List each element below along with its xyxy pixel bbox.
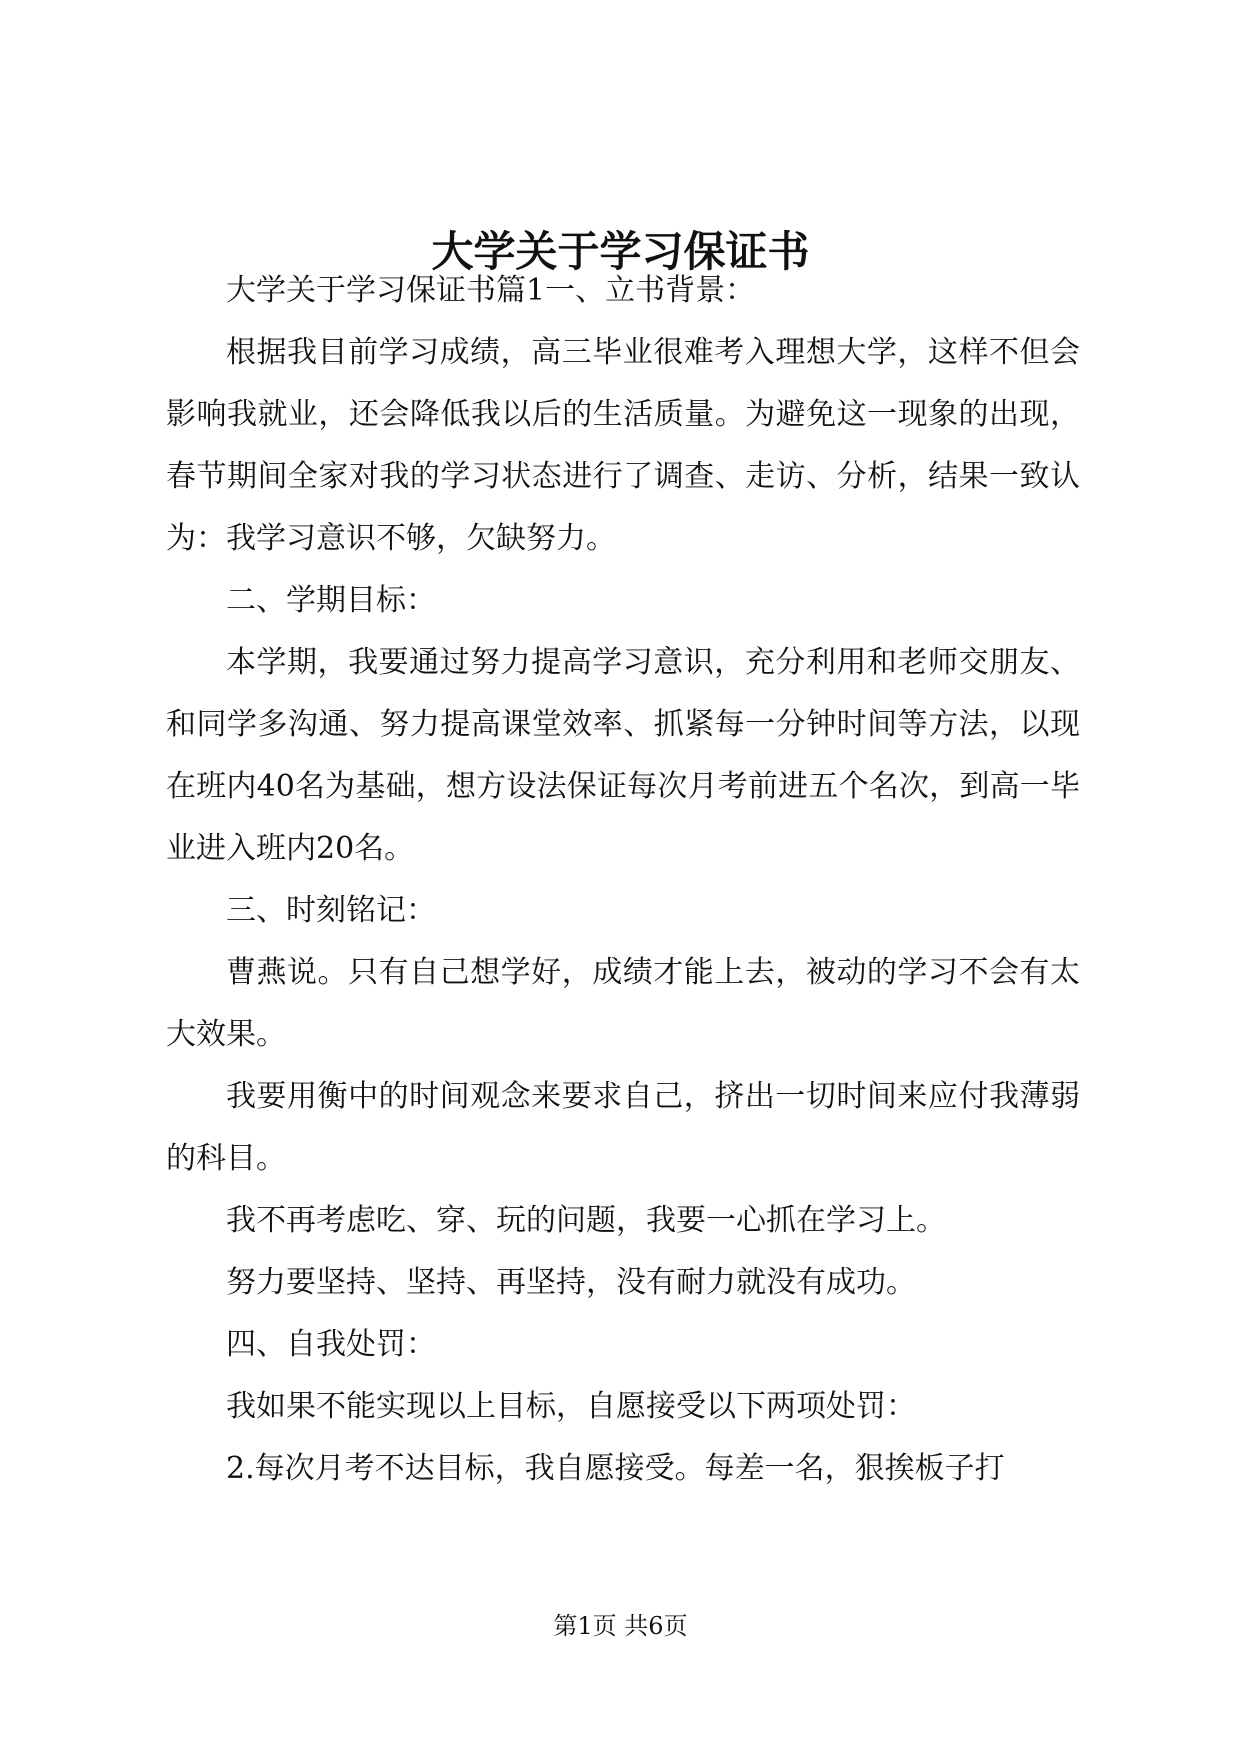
paragraph-remember-2: 我要用衡中的时间观念来要求自己，挤出一切时间来应付我薄弱的科目。 xyxy=(166,1079,1080,1176)
paragraph-penalty-2: 2.每次月考不达目标，我自愿接受。每差一名，狠挨板子打 xyxy=(226,1451,1005,1486)
paragraph-heading-goals: 二、学期目标： xyxy=(226,583,436,618)
paragraph-intro: 大学关于学习保证书篇1一、立书背景： xyxy=(226,273,756,308)
paragraph-heading-penalty: 四、自我处罚： xyxy=(226,1327,436,1362)
paragraph-goals: 本学期，我要通过努力提高学习意识，充分利用和老师交朋友、和同学多沟通、努力提高课堂效率、抓紧每一分钟时间等方法，以现在班内40名为基础，想方设法保证每次月考前进五个名次，到高一毕业进入班内20名。 xyxy=(166,645,1080,866)
paragraph-remember-4: 努力要坚持、坚持、再坚持，没有耐力就没有成功。 xyxy=(226,1265,916,1300)
paragraph-remember-1: 曹燕说。只有自己想学好，成绩才能上去，被动的学习不会有太大效果。 xyxy=(166,955,1080,1052)
document-body xyxy=(166,260,1080,1500)
document-title: 大学关于学习保证书 xyxy=(431,227,810,276)
paragraph-penalty-intro: 我如果不能实现以上目标，自愿接受以下两项处罚： xyxy=(226,1389,916,1424)
page-number: 第1页 共6页 xyxy=(553,1612,688,1640)
paragraph-remember-3: 我不再考虑吃、穿、玩的问题，我要一心抓在学习上。 xyxy=(226,1203,946,1238)
paragraph-heading-remember: 三、时刻铭记： xyxy=(226,893,436,928)
paragraph-background: 根据我目前学习成绩，高三毕业很难考入理想大学，这样不但会影响我就业，还会降低我以后的生活质量。为避免这一现象的出现，春节期间全家对我的学习状态进行了调查、走访、分析，结果一致认为：我学习意识不够，欠缺努力。 xyxy=(166,335,1080,556)
